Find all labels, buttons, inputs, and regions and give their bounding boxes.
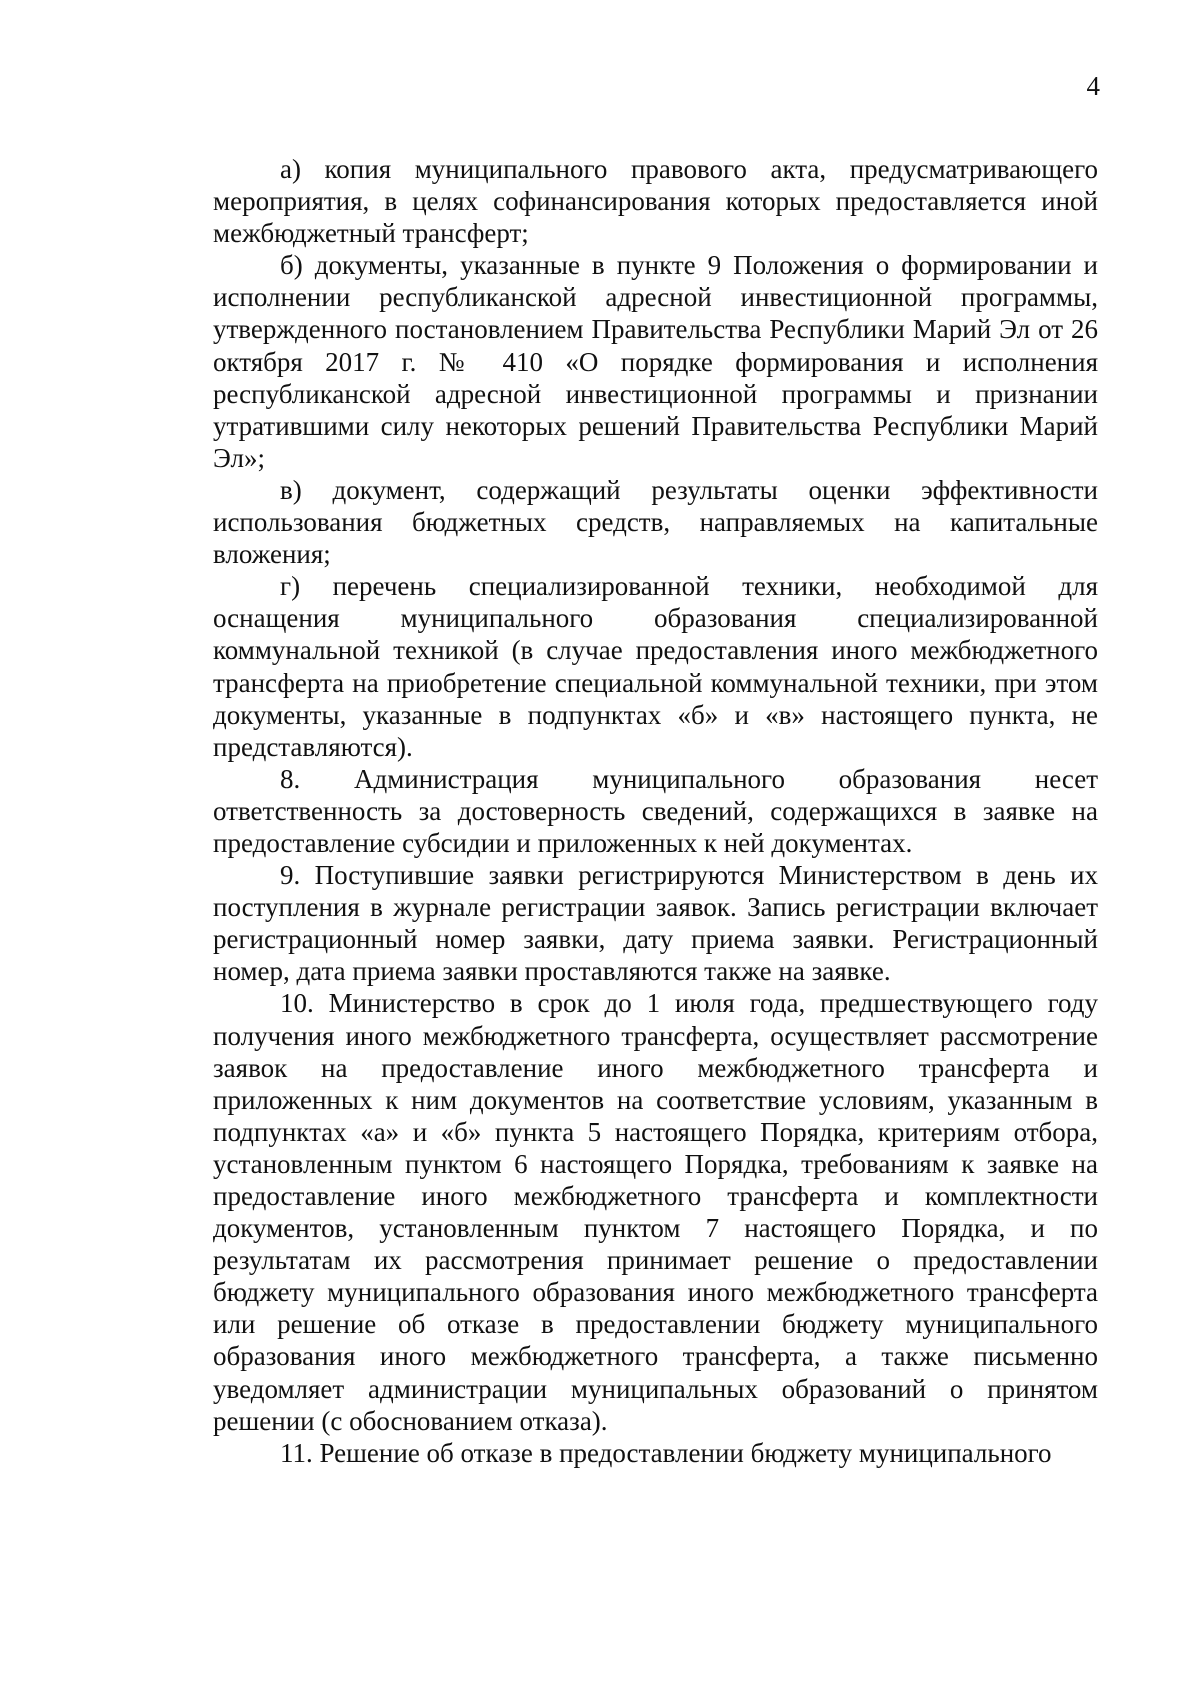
page-number: 4 xyxy=(1086,71,1100,101)
document-body xyxy=(213,153,1098,1469)
paragraph-item-b: б) документы, указанные в пункте 9 Положения о формировании и исполнении республиканской адресной инвестиционной программы, утвержденного постановлением Правительства Республики Марий Эл от 26 октября 2017 г. № 410 «О порядке формирования и исполнения республиканской адресной инвестиционной программы и признании утратившими силу некоторых решений Правительства Республики Марий Эл»; xyxy=(213,250,1098,473)
paragraph-item-g: г) перечень специализированной техники, необходимой для оснащения муниципального образования специализированной коммунальной техникой (в случае предоставления иного межбюджетного трансферта на приобретение специальной коммунальной техники, при этом документы, указанные в подпунктах «б» и «в» настоящего пункта, не представляются). xyxy=(213,571,1098,762)
paragraph-clause-9: 9. Поступившие заявки регистрируются Министерством в день их поступления в журнале регистрации заявок. Запись регистрации включает регистрационный номер заявки, дату приема заявки. Регистрационный номер, дата приема заявки проставляются также на заявке. xyxy=(213,860,1098,987)
paragraph-clause-10: 10. Министерство в срок до 1 июля года, предшествующего году получения иного межбюджетного трансферта, осуществляет рассмотрение заявок на предоставление иного межбюджетного трансферта и приложенных к ним документов на соответствие условиям, указанным в подпунктах «а» и «б» пункта 5 настоящего Порядка, критериям отбора, установленным пунктом 6 настоящего Порядка, требованиям к заявке на предоставление иного межбюджетного трансферта и комплектности документов, установленным пунктом 7 настоящего Порядка, и по результатам их рассмотрения принимает решение о предоставлении бюджету муниципального образования иного межбюджетного трансферта или решение об отказе в предоставлении бюджету муниципального образования иного межбюджетного трансферта, а также письменно уведомляет администрации муниципальных образований о принятом решении (с обоснованием отказа). xyxy=(213,988,1098,1436)
paragraph-item-v: в) документ, содержащий результаты оценки эффективности использования бюджетных средств, направляемых на капитальные вложения; xyxy=(213,474,1098,570)
paragraph-clause-11: 11. Решение об отказе в предоставлении бюджету муниципального xyxy=(280,1437,1052,1468)
paragraph-item-a: а) копия муниципального правового акта, предусматривающего мероприятия, в целях софинансирования которых предоставляется иной межбюджетный трансферт; xyxy=(213,154,1098,249)
paragraph-clause-8: 8. Администрация муниципального образования несет ответственность за достоверность сведений, содержащихся в заявке на предоставление субсидии и приложенных к ней документах. xyxy=(213,763,1098,858)
